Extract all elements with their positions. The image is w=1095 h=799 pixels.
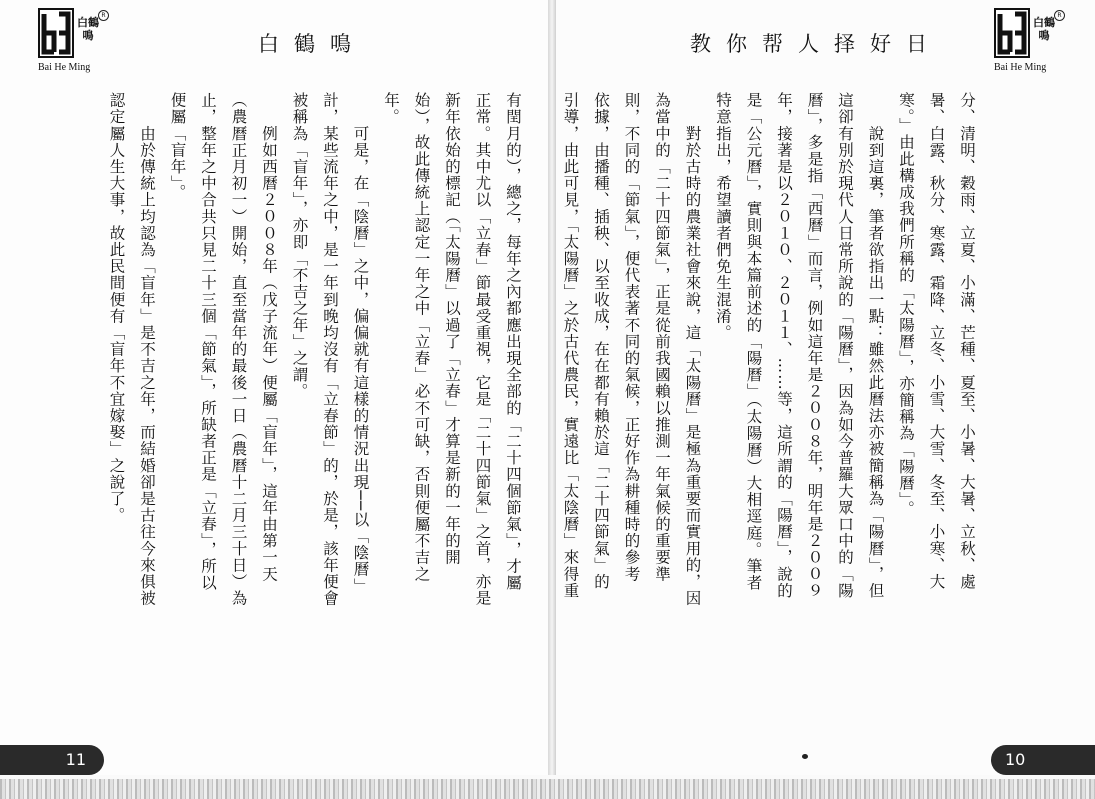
text-line: 引導，由此可見，「太陽曆」之於古代農民，實遠比「太陰曆」來得重 xyxy=(561,92,580,599)
page-header: 白鶴鳴 xyxy=(258,32,366,56)
logo-chinese-text: 白鶴鳴 xyxy=(1033,16,1055,42)
logo-english-text: Bai He Ming xyxy=(38,62,91,73)
right-body-text xyxy=(561,92,982,732)
page-number: 11 xyxy=(65,750,86,769)
text-line: 例如西曆２００８年（戊子流年）便屬「盲年」，這年由第一天 xyxy=(260,92,278,583)
text-line: 是「公元曆」，實則與本篇前述的「陽曆」（太陽曆）大相逕庭。筆者 xyxy=(744,92,763,592)
book-gutter xyxy=(548,0,556,775)
text-line: 寒。」由此構成我們所稱的「太陽曆」，亦簡稱為「陽曆」。 xyxy=(897,92,915,517)
text-line: 說到這裏，筆者欲指出一點：雖然此曆法亦被簡稱為「陽曆」，但 xyxy=(866,92,885,599)
text-line: 便屬「盲年」。 xyxy=(168,92,187,201)
page-header: 教你帮人择好日 xyxy=(690,32,942,56)
text-line: 則，不同的「節氣」，便代表著不同的氣候，正好作為耕種時的參考 xyxy=(622,92,641,583)
text-line: 止，整年之中合共只見二十三個「節氣」，所缺者正是「立春」，所以 xyxy=(199,92,217,592)
text-line: 被稱為「盲年」，亦即「不吉之年」之謂。 xyxy=(290,92,309,400)
left-page xyxy=(0,0,548,775)
text-line: 這卻有別於現代人日常所說的「陽曆」，因為如今普羅大眾口中的「陽 xyxy=(836,92,854,599)
page-number-badge xyxy=(0,745,104,775)
registered-mark: R xyxy=(98,10,109,21)
logo xyxy=(994,8,1064,76)
text-line: 有閏月的），總之，每年之內都應出現全部的「二十四個節氣」，才屬 xyxy=(504,92,522,592)
text-line: 可是，在「陰曆」之中，偏偏就有這樣的情況出現──以「陰曆」 xyxy=(351,92,370,595)
logo-english-text: Bai He Ming xyxy=(994,62,1047,73)
text-line: 依據，由播種、插秧、以至收成，在在都有賴於這「二十四節氣」的 xyxy=(592,92,610,590)
ink-speck xyxy=(802,754,808,759)
text-line: 暑、白露、秋分、寒露、霜降、立冬、小雪、大雪、冬至、小寒、大 xyxy=(927,92,946,590)
text-line: 分、清明、穀雨、立夏、小滿、芒種、夏至、小暑、大暑、立秋、處 xyxy=(958,92,976,590)
registered-mark: R xyxy=(1054,10,1065,21)
text-line: 正常。其中尤以「立春」節最受重視，它是「二十四節氣」之首，亦是 xyxy=(473,92,492,607)
text-line: 認定屬人生大事，故此民間便有「盲年不宜嫁娶」之說了。 xyxy=(107,92,126,524)
left-body-text xyxy=(107,92,528,732)
text-line: 始），故此傳統上認定一年之中「立春」必不可缺，否則便屬不吉之 xyxy=(412,92,431,583)
text-line: 對於古時的農業社會來說，這「太陽曆」是極為重要而實用的，因 xyxy=(683,92,702,607)
text-line: （農曆正月初一）開始，直至當年的最後一日（農曆十二月三十日）為 xyxy=(229,92,248,607)
text-line: 曆」，多是指「西曆」而言，例如這年是２００８年，明年是２００９ xyxy=(805,92,824,599)
logo-mark-icon xyxy=(38,8,74,58)
right-page xyxy=(556,0,1095,775)
text-line: 由於傳統上均認為「盲年」是不吉之年，而結婚卻是古往今來俱被 xyxy=(138,92,156,607)
text-line: 新年依始的標記（「太陽曆」以過了「立春」才算是新的一年的開 xyxy=(443,92,461,566)
text-line: 特意指出，希望讀者們免生混淆。 xyxy=(714,92,732,341)
logo xyxy=(38,8,108,76)
text-line: 年，接著是以２０１０、２０１１、……等，這所謂的「陽曆」，說的 xyxy=(775,92,793,599)
text-line: 計，某些流年之中，是一年到晚均沒有「立春節」的，於是，該年便會 xyxy=(321,92,339,607)
text-line: 為當中的「二十四節氣」，正是從前我國賴以推測一年氣候的重要準 xyxy=(653,92,671,583)
page-number: 10 xyxy=(1005,750,1026,769)
logo-chinese-text: 白鶴鳴 xyxy=(77,16,99,42)
page-number-badge xyxy=(991,745,1095,775)
logo-mark-icon xyxy=(994,8,1030,58)
scan-edge-noise xyxy=(0,779,1095,799)
text-line: 年。 xyxy=(382,92,400,126)
